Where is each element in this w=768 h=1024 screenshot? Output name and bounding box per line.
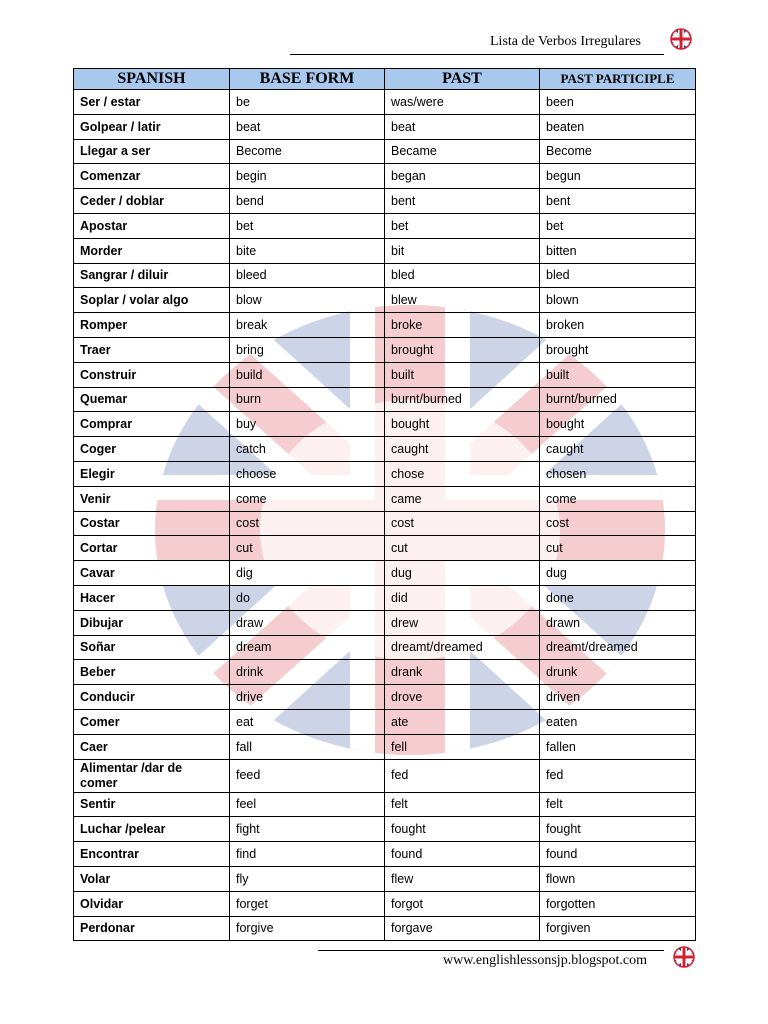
table-row bbox=[74, 238, 696, 263]
past-cell: chose bbox=[385, 461, 540, 486]
past-cell: bent bbox=[385, 189, 540, 214]
base-form-cell: bet bbox=[230, 213, 385, 238]
spanish-cell: Traer bbox=[74, 337, 230, 362]
spanish-cell: Conducir bbox=[74, 685, 230, 710]
spanish-cell: Comer bbox=[74, 709, 230, 734]
table-row bbox=[74, 337, 696, 362]
past-cell: forgave bbox=[385, 916, 540, 941]
past-cell: Became bbox=[385, 139, 540, 164]
past-participle-cell: driven bbox=[540, 685, 696, 710]
base-form-cell: begin bbox=[230, 164, 385, 189]
base-form-cell: do bbox=[230, 585, 385, 610]
past-cell: began bbox=[385, 164, 540, 189]
table-row bbox=[74, 213, 696, 238]
past-participle-cell: built bbox=[540, 362, 696, 387]
spanish-cell: Alimentar /dar de comer bbox=[74, 759, 230, 792]
base-form-cell: build bbox=[230, 362, 385, 387]
past-cell: brought bbox=[385, 337, 540, 362]
past-participle-cell: blown bbox=[540, 288, 696, 313]
past-participle-cell: bought bbox=[540, 412, 696, 437]
past-participle-cell: bitten bbox=[540, 238, 696, 263]
spanish-cell: Construir bbox=[74, 362, 230, 387]
spanish-cell: Costar bbox=[74, 511, 230, 536]
column-header-base-form: BASE FORM bbox=[230, 69, 385, 90]
table-row bbox=[74, 189, 696, 214]
past-cell: bit bbox=[385, 238, 540, 263]
base-form-cell: Become bbox=[230, 139, 385, 164]
past-participle-cell: drawn bbox=[540, 610, 696, 635]
past-cell: bled bbox=[385, 263, 540, 288]
spanish-cell: Luchar /pelear bbox=[74, 817, 230, 842]
spanish-cell: Llegar a ser bbox=[74, 139, 230, 164]
spanish-cell: Cortar bbox=[74, 536, 230, 561]
base-form-cell: bring bbox=[230, 337, 385, 362]
base-form-cell: dig bbox=[230, 561, 385, 586]
spanish-cell: Coger bbox=[74, 437, 230, 462]
column-header-past: PAST bbox=[385, 69, 540, 90]
spanish-cell: Morder bbox=[74, 238, 230, 263]
base-form-cell: drive bbox=[230, 685, 385, 710]
past-cell: found bbox=[385, 842, 540, 867]
past-cell: was/were bbox=[385, 90, 540, 115]
spanish-cell: Romper bbox=[74, 313, 230, 338]
past-cell: fought bbox=[385, 817, 540, 842]
base-form-cell: feed bbox=[230, 759, 385, 792]
past-cell: drove bbox=[385, 685, 540, 710]
past-participle-cell: drunk bbox=[540, 660, 696, 685]
table-row bbox=[74, 734, 696, 759]
irregular-verbs-table bbox=[73, 68, 696, 941]
past-cell: built bbox=[385, 362, 540, 387]
base-form-cell: cut bbox=[230, 536, 385, 561]
base-form-cell: beat bbox=[230, 114, 385, 139]
past-participle-cell: bled bbox=[540, 263, 696, 288]
table-row bbox=[74, 635, 696, 660]
spanish-cell: Sangrar / diluir bbox=[74, 263, 230, 288]
past-cell: flew bbox=[385, 866, 540, 891]
table-row bbox=[74, 585, 696, 610]
spanish-cell: Soplar / volar algo bbox=[74, 288, 230, 313]
past-participle-cell: forgotten bbox=[540, 891, 696, 916]
past-participle-cell: fought bbox=[540, 817, 696, 842]
past-participle-cell: found bbox=[540, 842, 696, 867]
past-participle-cell: cost bbox=[540, 511, 696, 536]
header-rule bbox=[290, 54, 664, 55]
base-form-cell: catch bbox=[230, 437, 385, 462]
past-cell: drew bbox=[385, 610, 540, 635]
spanish-cell: Cavar bbox=[74, 561, 230, 586]
table-row bbox=[74, 842, 696, 867]
base-form-cell: fly bbox=[230, 866, 385, 891]
past-cell: ate bbox=[385, 709, 540, 734]
table-row bbox=[74, 536, 696, 561]
past-cell: bought bbox=[385, 412, 540, 437]
table-header-row bbox=[74, 69, 696, 90]
table-row bbox=[74, 461, 696, 486]
past-cell: beat bbox=[385, 114, 540, 139]
past-cell: felt bbox=[385, 792, 540, 817]
column-header-spanish: SPANISH bbox=[74, 69, 230, 90]
base-form-cell: drink bbox=[230, 660, 385, 685]
spanish-cell: Elegir bbox=[74, 461, 230, 486]
base-form-cell: fall bbox=[230, 734, 385, 759]
base-form-cell: buy bbox=[230, 412, 385, 437]
past-cell: bet bbox=[385, 213, 540, 238]
page-header-title: Lista de Verbos Irregulares bbox=[490, 34, 641, 49]
past-participle-cell: begun bbox=[540, 164, 696, 189]
base-form-cell: bite bbox=[230, 238, 385, 263]
spanish-cell: Comprar bbox=[74, 412, 230, 437]
table-row bbox=[74, 486, 696, 511]
base-form-cell: fight bbox=[230, 817, 385, 842]
british-flag-icon bbox=[671, 946, 697, 968]
base-form-cell: dream bbox=[230, 635, 385, 660]
base-form-cell: be bbox=[230, 90, 385, 115]
table-row bbox=[74, 90, 696, 115]
spanish-cell: Volar bbox=[74, 866, 230, 891]
past-cell: dug bbox=[385, 561, 540, 586]
past-cell: fell bbox=[385, 734, 540, 759]
spanish-cell: Soñar bbox=[74, 635, 230, 660]
past-participle-cell: fed bbox=[540, 759, 696, 792]
table-row bbox=[74, 759, 696, 792]
spanish-cell: Golpear / latir bbox=[74, 114, 230, 139]
table-row bbox=[74, 114, 696, 139]
footer-website-url: www.englishlessonsjp.blogspot.com bbox=[443, 953, 648, 968]
table-row bbox=[74, 263, 696, 288]
base-form-cell: forget bbox=[230, 891, 385, 916]
table-row bbox=[74, 511, 696, 536]
base-form-cell: cost bbox=[230, 511, 385, 536]
base-form-cell: feel bbox=[230, 792, 385, 817]
base-form-cell: bleed bbox=[230, 263, 385, 288]
table-row bbox=[74, 610, 696, 635]
spanish-cell: Apostar bbox=[74, 213, 230, 238]
past-cell: caught bbox=[385, 437, 540, 462]
table-row bbox=[74, 660, 696, 685]
past-participle-cell: dug bbox=[540, 561, 696, 586]
base-form-cell: break bbox=[230, 313, 385, 338]
spanish-cell: Dibujar bbox=[74, 610, 230, 635]
past-participle-cell: eaten bbox=[540, 709, 696, 734]
past-cell: fed bbox=[385, 759, 540, 792]
past-participle-cell: chosen bbox=[540, 461, 696, 486]
spanish-cell: Quemar bbox=[74, 387, 230, 412]
past-participle-cell: caught bbox=[540, 437, 696, 462]
past-cell: came bbox=[385, 486, 540, 511]
past-participle-cell: bet bbox=[540, 213, 696, 238]
table-row bbox=[74, 412, 696, 437]
past-participle-cell: Become bbox=[540, 139, 696, 164]
table-row bbox=[74, 139, 696, 164]
past-participle-cell: been bbox=[540, 90, 696, 115]
spanish-cell: Olvidar bbox=[74, 891, 230, 916]
past-cell: cut bbox=[385, 536, 540, 561]
past-participle-cell: come bbox=[540, 486, 696, 511]
spanish-cell: Sentir bbox=[74, 792, 230, 817]
table-row bbox=[74, 362, 696, 387]
table-row bbox=[74, 685, 696, 710]
past-cell: burnt/burned bbox=[385, 387, 540, 412]
base-form-cell: come bbox=[230, 486, 385, 511]
table-row bbox=[74, 817, 696, 842]
table-row bbox=[74, 866, 696, 891]
base-form-cell: burn bbox=[230, 387, 385, 412]
base-form-cell: blow bbox=[230, 288, 385, 313]
past-participle-cell: done bbox=[540, 585, 696, 610]
spanish-cell: Beber bbox=[74, 660, 230, 685]
past-cell: did bbox=[385, 585, 540, 610]
spanish-cell: Ser / estar bbox=[74, 90, 230, 115]
spanish-cell: Ceder / doblar bbox=[74, 189, 230, 214]
table-row bbox=[74, 288, 696, 313]
base-form-cell: eat bbox=[230, 709, 385, 734]
past-participle-cell: burnt/burned bbox=[540, 387, 696, 412]
spanish-cell: Perdonar bbox=[74, 916, 230, 941]
table-row bbox=[74, 891, 696, 916]
spanish-cell: Venir bbox=[74, 486, 230, 511]
column-header-past-participle: PAST PARTICIPLE bbox=[540, 69, 696, 90]
base-form-cell: draw bbox=[230, 610, 385, 635]
past-cell: cost bbox=[385, 511, 540, 536]
base-form-cell: find bbox=[230, 842, 385, 867]
table-row bbox=[74, 313, 696, 338]
table-body bbox=[74, 90, 696, 941]
footer-rule bbox=[318, 950, 664, 951]
table-row bbox=[74, 164, 696, 189]
table-row bbox=[74, 792, 696, 817]
table-row bbox=[74, 561, 696, 586]
base-form-cell: choose bbox=[230, 461, 385, 486]
past-participle-cell: bent bbox=[540, 189, 696, 214]
past-cell: broke bbox=[385, 313, 540, 338]
past-participle-cell: brought bbox=[540, 337, 696, 362]
spanish-cell: Hacer bbox=[74, 585, 230, 610]
past-cell: blew bbox=[385, 288, 540, 313]
spanish-cell: Caer bbox=[74, 734, 230, 759]
base-form-cell: forgive bbox=[230, 916, 385, 941]
past-cell: forgot bbox=[385, 891, 540, 916]
table-row bbox=[74, 709, 696, 734]
past-participle-cell: cut bbox=[540, 536, 696, 561]
past-participle-cell: felt bbox=[540, 792, 696, 817]
spanish-cell: Comenzar bbox=[74, 164, 230, 189]
table-row bbox=[74, 916, 696, 941]
past-participle-cell: broken bbox=[540, 313, 696, 338]
past-cell: dreamt/dreamed bbox=[385, 635, 540, 660]
british-flag-icon bbox=[668, 28, 694, 50]
past-participle-cell: forgiven bbox=[540, 916, 696, 941]
past-participle-cell: flown bbox=[540, 866, 696, 891]
base-form-cell: bend bbox=[230, 189, 385, 214]
spanish-cell: Encontrar bbox=[74, 842, 230, 867]
past-participle-cell: fallen bbox=[540, 734, 696, 759]
table-row bbox=[74, 437, 696, 462]
past-participle-cell: beaten bbox=[540, 114, 696, 139]
table-row bbox=[74, 387, 696, 412]
past-cell: drank bbox=[385, 660, 540, 685]
past-participle-cell: dreamt/dreamed bbox=[540, 635, 696, 660]
